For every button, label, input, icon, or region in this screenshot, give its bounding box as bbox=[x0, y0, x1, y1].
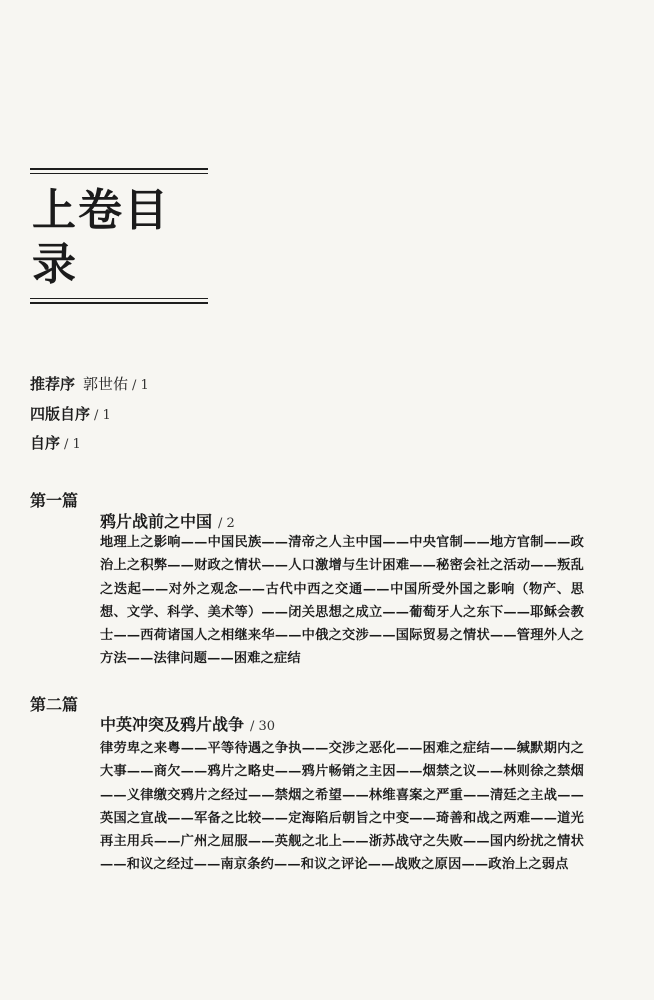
part-1-label: 第一篇 bbox=[30, 491, 79, 510]
chapter-page: / 2 bbox=[218, 516, 235, 531]
part-1-chapter-title[interactable] bbox=[100, 509, 235, 532]
chapter-name: 鸦片战前之中国 bbox=[100, 512, 213, 531]
part-2-summary: 律劳卑之来粤——平等待遇之争执——交涉之恶化——困难之症结——缄默期内之大事——商欠——鸦片之略史——鸦片畅销之主因——烟禁之议——林则徐之禁烟——义律缴交鸦片之经过——禁烟之希望——林维喜案之严重——清廷之主战——英国之宣战——军备之比较——定海陷后朝旨之中变——琦善和战之两难——道光再主用兵——广州之屈服——英舰之北上——浙苏战守之失败——国内纷扰之情状——和议之经过——南京条约——和议之评论——战败之原因——政治上之弱点 bbox=[100, 741, 584, 873]
header-rule-bottom-thin bbox=[30, 298, 208, 299]
entry-label: 推荐序 bbox=[30, 375, 76, 393]
chapter-page: / 30 bbox=[250, 719, 276, 734]
entry-label: 四版自序 bbox=[30, 405, 91, 423]
part-2-label: 第二篇 bbox=[30, 695, 79, 714]
part-2-chapter-title[interactable] bbox=[100, 712, 275, 735]
toc-entry-author-preface[interactable] bbox=[30, 432, 81, 453]
toc-header bbox=[30, 168, 208, 307]
toc-entry-recommend-preface[interactable] bbox=[30, 373, 149, 394]
entry-page: / 1 bbox=[94, 408, 111, 423]
header-rule-top bbox=[30, 168, 208, 170]
page-title: 上卷目录 bbox=[32, 185, 170, 290]
entry-author: 郭世佑 bbox=[83, 375, 129, 393]
part-1-summary: 地理上之影响——中国民族——清帝之人主中国——中央官制——地方官制——政治上之积弊——财政之情状——人口激增与生计困难——秘密会社之活动——叛乱之迭起——对外之观念——古代中西之交通——中国所受外国之影响（物产、思想、文学、科学、美术等）——闭关思想之成立——葡萄牙人之东下——耶稣会教士——西荷诸国人之相继来华——中俄之交涉——国际贸易之情状——管理外人之方法——法律问题——困难之症结 bbox=[100, 535, 584, 667]
header-rule-top-thin bbox=[30, 173, 208, 174]
entry-page: / 1 bbox=[64, 437, 81, 452]
chapter-name: 中英冲突及鸦片战争 bbox=[100, 715, 245, 734]
toc-entry-fourth-edition-preface[interactable] bbox=[30, 403, 111, 424]
header-rule-bottom bbox=[30, 302, 208, 304]
entry-page: / 1 bbox=[132, 378, 149, 393]
entry-label: 自序 bbox=[30, 434, 61, 452]
